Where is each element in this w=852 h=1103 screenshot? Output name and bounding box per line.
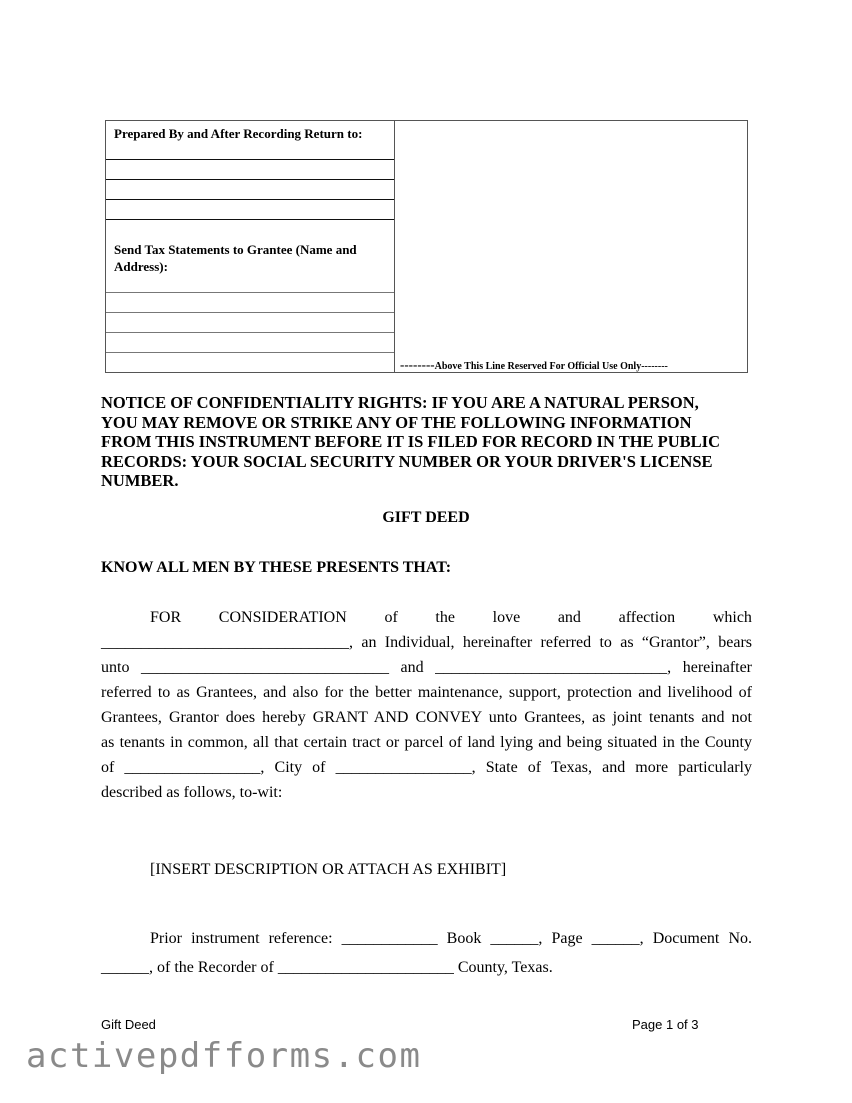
word: CONSIDERATION — [218, 609, 347, 626]
word: which — [712, 609, 752, 626]
confidentiality-notice — [101, 393, 751, 491]
grantee-address-line-4[interactable] — [106, 352, 394, 353]
paragraph-line-1 — [150, 609, 752, 627]
insert-description-placeholder[interactable]: [INSERT DESCRIPTION OR ATTACH AS EXHIBIT] — [150, 861, 507, 878]
word: affection — [618, 609, 676, 626]
return-to-line-2[interactable] — [106, 179, 394, 180]
official-use-dashes: -------- — [400, 357, 435, 372]
return-to-line-1[interactable] — [106, 159, 394, 160]
know-all-heading: KNOW ALL MEN BY THESE PRESENTS THAT: — [101, 559, 452, 576]
return-to-line-3[interactable] — [106, 199, 394, 200]
paragraph-line-5: Grantees, Grantor does hereby GRANT AND CONVEY unto Grantees, as joint tenants and not — [101, 709, 752, 726]
notice-line: FROM THIS INSTRUMENT BEFORE IT IS FILED FOR RECORD IN THE PUBLIC — [101, 432, 721, 452]
word: the — [435, 609, 455, 626]
prior-instrument-line-2[interactable]: ______, of the Recorder of ______________________ County, Texas. — [101, 959, 553, 976]
official-use-area — [394, 121, 747, 372]
prepared-by-label: Prepared By and After Recording Return to: — [114, 126, 363, 141]
recording-header-box — [105, 120, 748, 373]
footer-page-number: Page 1 of 3 — [632, 1017, 699, 1032]
send-tax-label-line-2: Address): — [114, 259, 168, 274]
official-use-note — [400, 357, 668, 373]
word: of — [384, 609, 398, 626]
send-tax-label-line-1: Send Tax Statements to Grantee (Name and — [114, 242, 357, 257]
grantee-address-line-1[interactable] — [106, 292, 394, 293]
paragraph-line-6: as tenants in common, all that certain tract or parcel of land lying and being situated in the County — [101, 734, 752, 751]
word: and — [557, 609, 581, 626]
grantee-address-line-2[interactable] — [106, 312, 394, 313]
send-tax-label — [114, 241, 357, 275]
grantees-names-line[interactable]: unto _______________________________ and _____________________________, hereinafter — [101, 659, 752, 676]
footer-document-name: Gift Deed — [101, 1017, 156, 1032]
recording-info-column — [106, 121, 395, 372]
notice-line: RECORDS: YOUR SOCIAL SECURITY NUMBER OR YOUR DRIVER'S LICENSE — [101, 451, 713, 471]
word: FOR — [150, 609, 182, 626]
official-use-text: Above This Line Reserved For Official Use Only-------- — [434, 361, 668, 372]
grantee-address-line-3[interactable] — [106, 332, 394, 333]
site-watermark: activepdfforms.com — [26, 1036, 422, 1076]
paragraph-line-4: referred to as Grantees, and also for the better maintenance, support, protection and livelihood of — [101, 684, 752, 701]
notice-line: NUMBER. — [101, 471, 179, 491]
prior-instrument-line-1[interactable]: Prior instrument reference: ____________ Book ______, Page ______, Document No. — [150, 930, 752, 947]
return-to-line-4[interactable] — [106, 219, 394, 220]
paragraph-line-8: described as follows, to-wit: — [101, 784, 283, 801]
word: love — [492, 609, 521, 626]
county-city-line[interactable]: of _________________, City of _________________, State of Texas, and more particularly — [101, 759, 752, 776]
notice-line: NOTICE OF CONFIDENTIALITY RIGHTS: IF YOU ARE A NATURAL PERSON, — [101, 393, 699, 412]
document-title: GIFT DEED — [382, 509, 470, 526]
notice-line: YOU MAY REMOVE OR STRIKE ANY OF THE FOLLOWING INFORMATION — [101, 412, 692, 432]
grantor-name-line[interactable]: _______________________________, an Individual, hereinafter referred to as “Grantor”, bears — [101, 634, 752, 651]
